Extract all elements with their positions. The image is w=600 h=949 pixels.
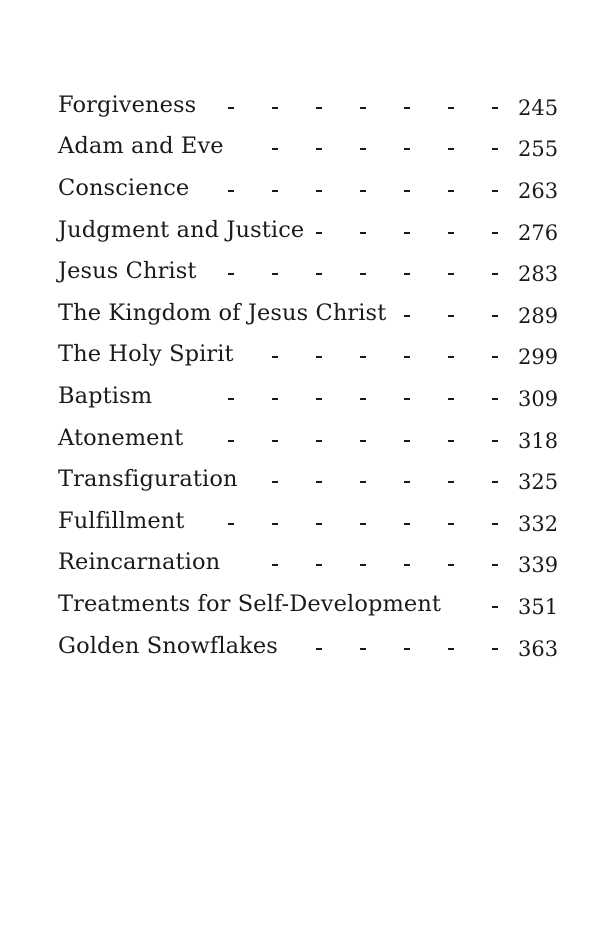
leader-dash — [404, 232, 410, 234]
dot-leader — [314, 209, 518, 251]
dot-leader — [230, 542, 518, 584]
leader-dash — [272, 273, 278, 275]
leader-dash — [316, 148, 322, 150]
leader-dash — [360, 564, 366, 566]
toc-entry-forgiveness — [58, 84, 558, 126]
leader-dash — [492, 440, 498, 442]
toc-entry-adam-and-eve — [58, 126, 558, 168]
table-of-contents — [58, 84, 558, 666]
dot-leader — [207, 250, 518, 292]
leader-dash — [360, 273, 366, 275]
leader-dash — [228, 440, 234, 442]
leader-dash — [272, 107, 278, 109]
toc-entry-page: 325 — [518, 470, 559, 495]
leader-dash — [360, 481, 366, 483]
dot-leader — [193, 417, 518, 459]
leader-dash — [492, 148, 498, 150]
leader-dash — [448, 564, 454, 566]
leader-dash — [404, 273, 410, 275]
leader-dash — [404, 190, 410, 192]
toc-entry-title: The Kingdom of Jesus Christ — [58, 299, 387, 326]
dot-leader — [248, 458, 518, 500]
leader-dash — [492, 107, 498, 109]
toc-entry-page: 332 — [518, 511, 559, 536]
toc-entry-title: Golden Snowflakes — [58, 632, 278, 659]
leader-dash — [360, 232, 366, 234]
toc-entry-title: Jesus Christ — [58, 258, 197, 285]
leader-dash — [316, 481, 322, 483]
leader-dash — [272, 440, 278, 442]
leader-dash — [404, 107, 410, 109]
leader-dash — [492, 190, 498, 192]
leader-dash — [228, 523, 234, 525]
leader-dash — [448, 440, 454, 442]
toc-entry-holy-spirit — [58, 334, 558, 376]
leader-dash — [404, 315, 410, 317]
leader-dash — [360, 440, 366, 442]
leader-dash — [492, 606, 498, 608]
dot-leader — [396, 292, 518, 334]
leader-dash — [360, 398, 366, 400]
dot-leader — [195, 500, 519, 542]
leader-dash — [492, 356, 498, 358]
leader-dash — [492, 232, 498, 234]
dot-leader — [288, 625, 518, 667]
toc-entry-page: 289 — [518, 303, 559, 328]
leader-dash — [228, 398, 234, 400]
toc-entry-page: 245 — [518, 95, 559, 120]
toc-entry-title: Atonement — [58, 424, 184, 451]
toc-entry-page: 299 — [518, 345, 559, 370]
toc-entry-page: 351 — [518, 594, 559, 619]
toc-entry-judgment-and-justice — [58, 209, 558, 251]
toc-entry-atonement — [58, 417, 558, 459]
leader-dash — [492, 481, 498, 483]
leader-dash — [228, 190, 234, 192]
toc-entry-page: 309 — [518, 386, 559, 411]
leader-dash — [448, 190, 454, 192]
leader-dash — [316, 190, 322, 192]
toc-entry-page: 255 — [518, 137, 559, 162]
leader-dash — [448, 398, 454, 400]
toc-entry-page: 263 — [518, 178, 559, 203]
toc-entry-fulfillment — [58, 500, 558, 542]
toc-entry-conscience — [58, 167, 558, 209]
toc-entry-reincarnation — [58, 542, 558, 584]
leader-dash — [272, 190, 278, 192]
toc-entry-treatments — [58, 583, 558, 625]
leader-dash — [316, 232, 322, 234]
leader-dash — [448, 273, 454, 275]
leader-dash — [272, 523, 278, 525]
dot-leader — [244, 334, 518, 376]
leader-dash — [404, 648, 410, 650]
leader-dash — [360, 523, 366, 525]
leader-dash — [404, 148, 410, 150]
toc-entry-page: 318 — [518, 428, 559, 453]
toc-entry-page: 339 — [518, 553, 559, 578]
leader-dash — [228, 273, 234, 275]
leader-dash — [404, 481, 410, 483]
leader-dash — [228, 107, 234, 109]
leader-dash — [448, 648, 454, 650]
leader-dash — [316, 356, 322, 358]
leader-dash — [316, 398, 322, 400]
toc-entry-title: Treatments for Self-Development — [58, 590, 442, 617]
leader-dash — [492, 648, 498, 650]
leader-dash — [316, 648, 322, 650]
leader-dash — [360, 648, 366, 650]
leader-dash — [272, 481, 278, 483]
toc-entry-transfiguration — [58, 458, 558, 500]
leader-dash — [360, 148, 366, 150]
dot-leader — [451, 583, 518, 625]
leader-dash — [492, 273, 498, 275]
leader-dash — [492, 564, 498, 566]
leader-dash — [316, 107, 322, 109]
toc-entry-title: Fulfillment — [58, 507, 185, 534]
leader-dash — [316, 440, 322, 442]
leader-dash — [448, 481, 454, 483]
leader-dash — [492, 398, 498, 400]
leader-dash — [448, 523, 454, 525]
leader-dash — [360, 107, 366, 109]
leader-dash — [272, 356, 278, 358]
toc-entry-title: Forgiveness — [58, 91, 197, 118]
leader-dash — [272, 564, 278, 566]
toc-entry-title: Judgment and Justice — [58, 216, 305, 243]
leader-dash — [272, 398, 278, 400]
leader-dash — [492, 315, 498, 317]
leader-dash — [360, 190, 366, 192]
leader-dash — [316, 523, 322, 525]
leader-dash — [448, 356, 454, 358]
leader-dash — [448, 148, 454, 150]
leader-dash — [448, 107, 454, 109]
dot-leader — [162, 375, 518, 417]
leader-dash — [272, 148, 278, 150]
leader-dash — [316, 273, 322, 275]
leader-dash — [404, 564, 410, 566]
toc-entry-title: Baptism — [58, 382, 153, 409]
leader-dash — [492, 523, 498, 525]
toc-entry-page: 283 — [518, 262, 559, 287]
toc-entry-kingdom-of-jesus-christ — [58, 292, 558, 334]
leader-dash — [404, 523, 410, 525]
toc-entry-jesus-christ — [58, 250, 558, 292]
leader-dash — [404, 440, 410, 442]
toc-entry-title: Transfiguration — [58, 466, 238, 493]
dot-leader — [234, 126, 518, 168]
dot-leader — [206, 84, 518, 126]
toc-entry-title: The Holy Spirit — [58, 341, 234, 368]
leader-dash — [404, 356, 410, 358]
toc-entry-page: 363 — [518, 636, 559, 661]
leader-dash — [404, 398, 410, 400]
toc-entry-title: Conscience — [58, 174, 190, 201]
dot-leader — [199, 167, 518, 209]
leader-dash — [448, 315, 454, 317]
toc-entry-golden-snowflakes — [58, 625, 558, 667]
leader-dash — [360, 356, 366, 358]
toc-entry-title: Reincarnation — [58, 549, 221, 576]
toc-entry-page: 276 — [518, 220, 559, 245]
toc-entry-baptism — [58, 375, 558, 417]
leader-dash — [448, 232, 454, 234]
leader-dash — [316, 564, 322, 566]
toc-entry-title: Adam and Eve — [58, 133, 224, 160]
